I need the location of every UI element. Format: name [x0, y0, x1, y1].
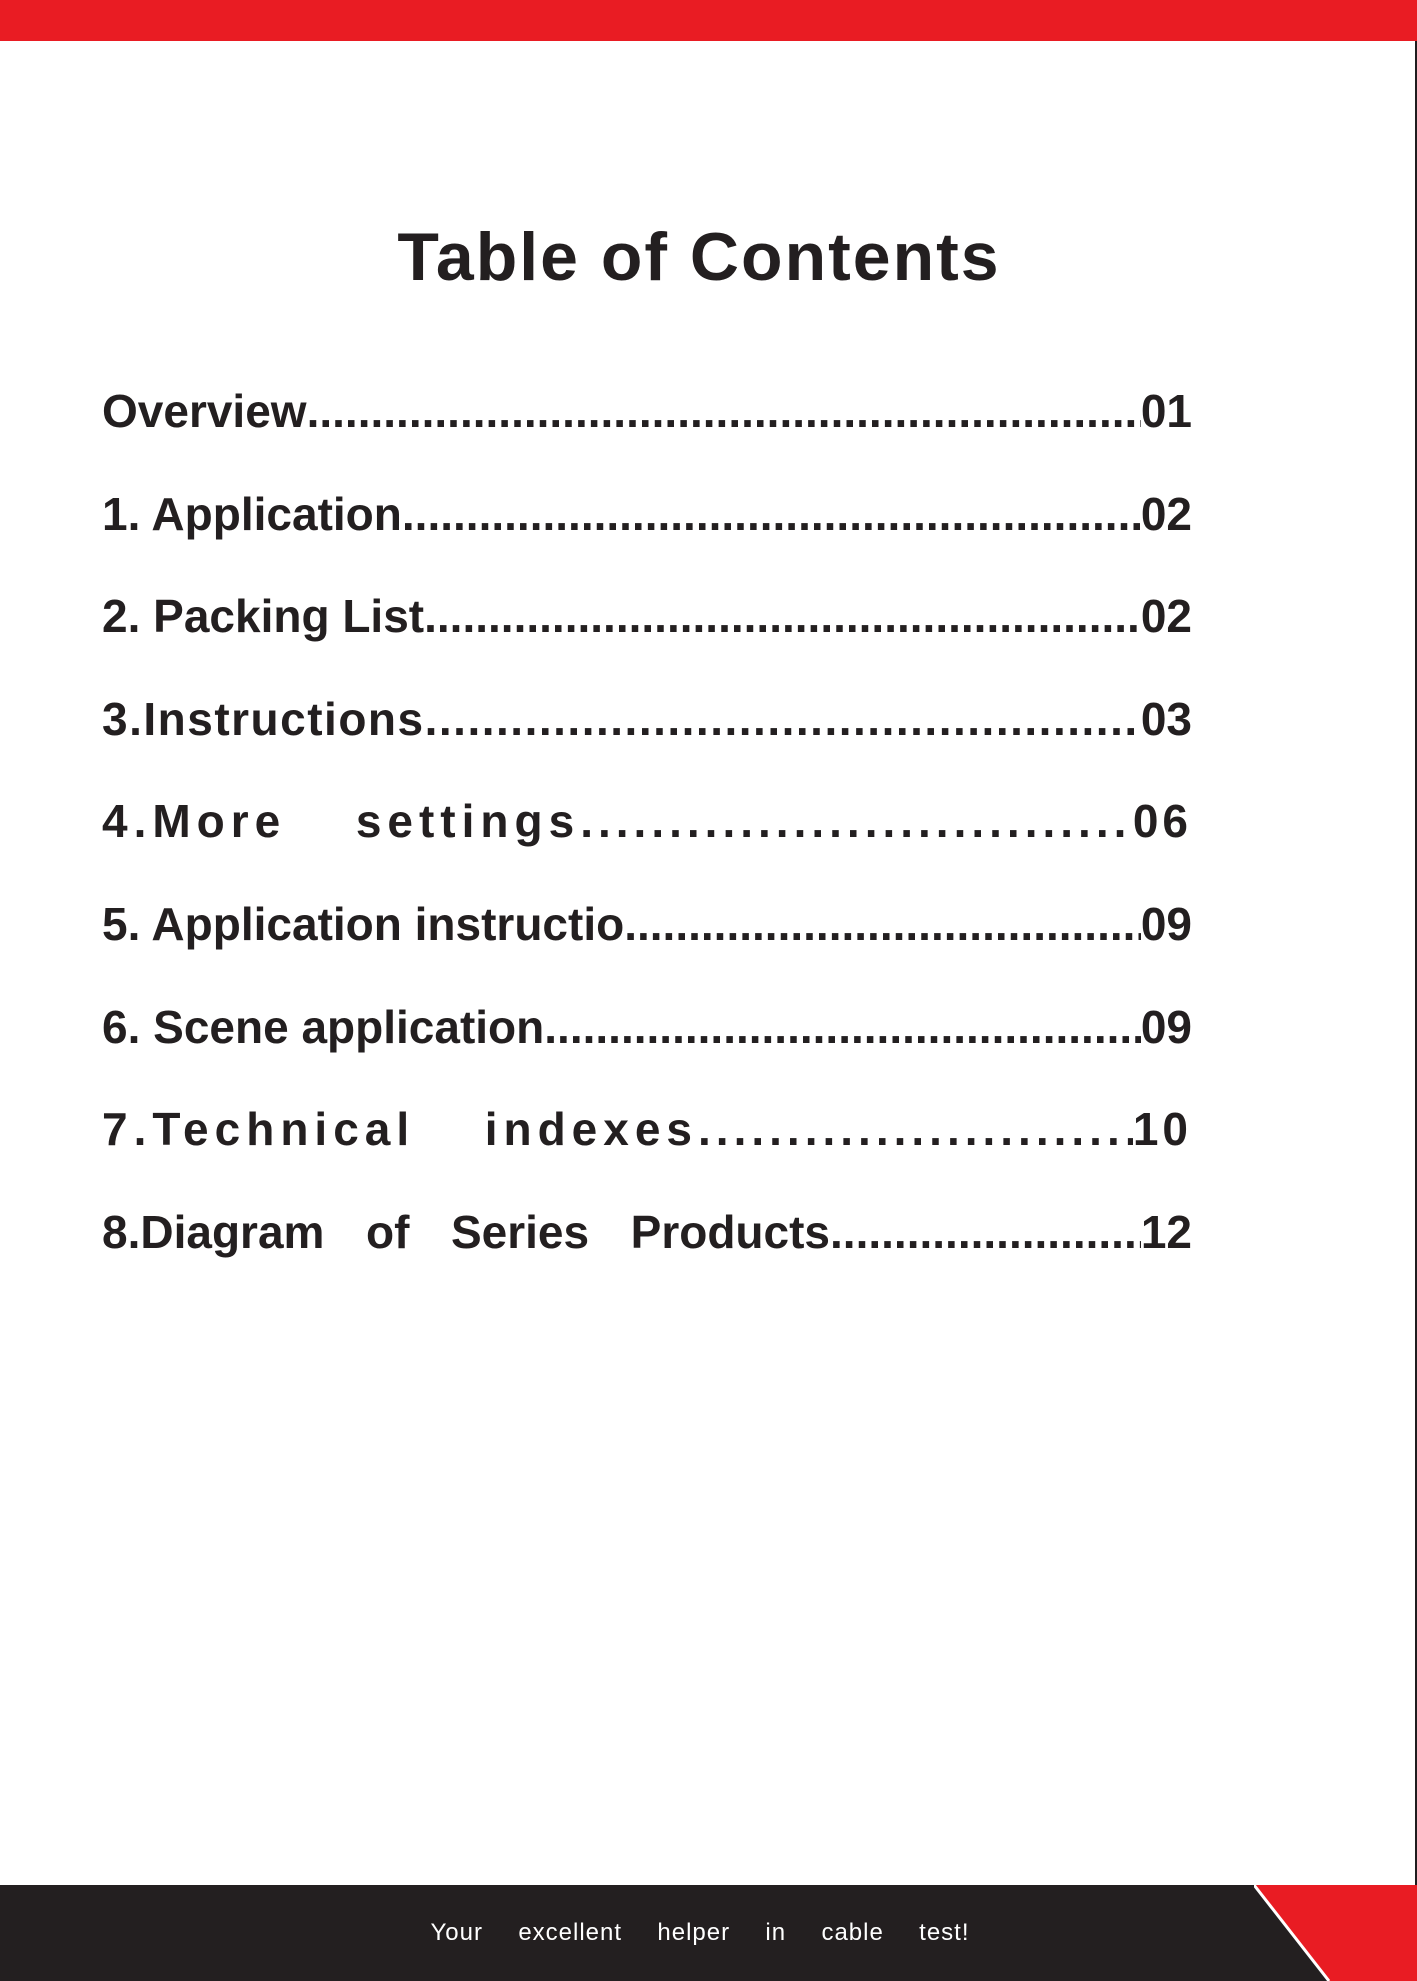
toc-entry-page: 09: [1140, 897, 1192, 950]
toc-entry-label: 8.Diagram of Series Products: [102, 1205, 831, 1258]
toc-entry-label: 6. Scene application: [102, 1000, 545, 1053]
toc-entry-technical-indexes[interactable]: [102, 1102, 1192, 1205]
toc-dot-leader: [830, 1205, 1141, 1259]
toc-entry-instructions[interactable]: [102, 692, 1192, 795]
toc-entry-label: 5. Application instructio: [102, 897, 625, 950]
footer-bar: [0, 1885, 1417, 1981]
toc-entry-page: 06: [1132, 795, 1192, 848]
toc-entry-application-instructions[interactable]: [102, 897, 1192, 1000]
toc-entry-more-settings[interactable]: [102, 794, 1192, 897]
toc-entry-page: 09: [1140, 1000, 1192, 1053]
toc-dot-leader: [624, 897, 1141, 951]
footer-tagline: Your excellent helper in cable test!: [430, 1919, 970, 1946]
page-title: Table of Contents: [397, 219, 1001, 295]
toc-entry-label: 3.Instructions: [102, 692, 425, 745]
toc-entry-label: Overview: [102, 385, 307, 437]
toc-entry-label: 7.Technical indexes: [102, 1103, 699, 1156]
toc-dot-leader: [698, 1102, 1133, 1156]
toc-entry-page: 01: [1140, 385, 1192, 437]
toc-dot-leader: [580, 794, 1133, 848]
toc-dot-leader: [307, 384, 1141, 438]
toc-entry-label: 2. Packing List: [102, 590, 425, 643]
toc-entry-page: 10: [1132, 1103, 1192, 1156]
toc-entry-page: 03: [1140, 692, 1192, 745]
toc-entry-page: 02: [1140, 487, 1192, 540]
footer-corner-accent: [1254, 1885, 1417, 1981]
toc-entry-application[interactable]: [102, 487, 1192, 590]
toc-entry-scene-application[interactable]: [102, 1000, 1192, 1103]
top-accent-bar: [0, 0, 1417, 41]
toc-entry-page: 12: [1140, 1205, 1192, 1258]
toc-entry-page: 02: [1140, 590, 1192, 643]
toc-entry-label: 4.More settings: [102, 795, 581, 848]
toc-dot-leader: [402, 487, 1141, 541]
toc-dot-leader: [425, 692, 1141, 746]
toc-entry-label: 1. Application: [102, 487, 402, 540]
toc-dot-leader: [544, 1000, 1141, 1054]
toc-dot-leader: [424, 589, 1141, 643]
toc-entry-overview[interactable]: [102, 384, 1192, 487]
toc-entry-packing-list[interactable]: [102, 589, 1192, 692]
toc-entry-diagram-of-series-products[interactable]: [102, 1205, 1192, 1308]
table-of-contents: [102, 384, 1192, 1307]
